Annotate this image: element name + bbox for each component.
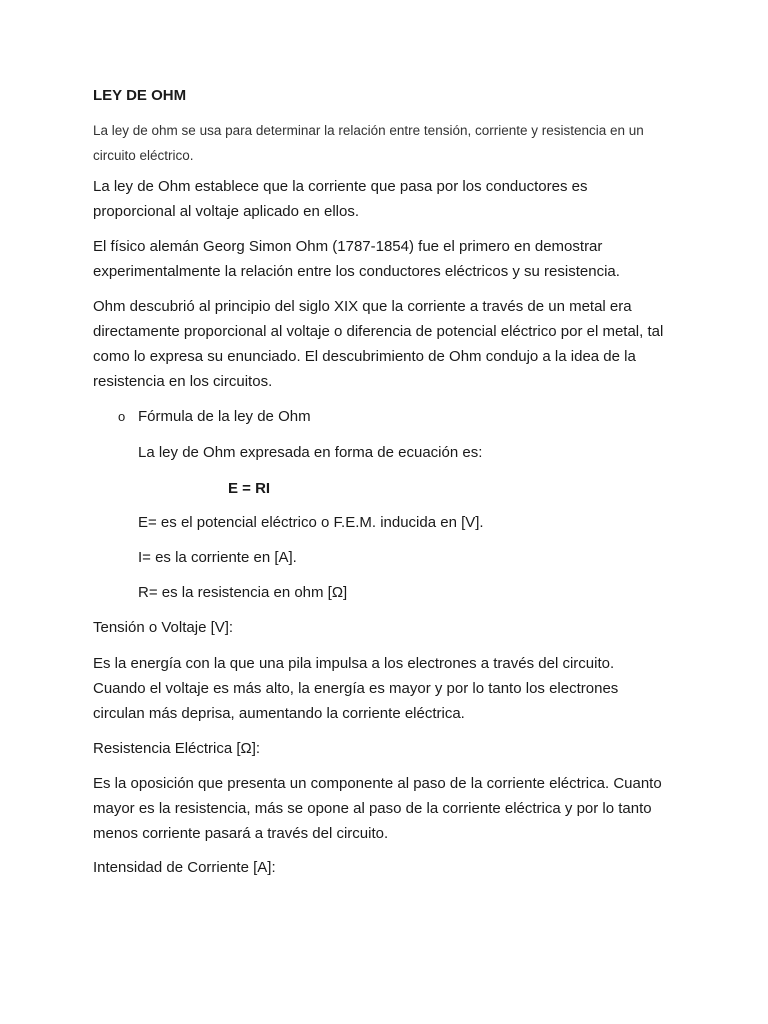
bullet-marker: o (118, 409, 126, 424)
definition-r: R= es la resistencia en ohm [Ω] (138, 584, 348, 601)
definition-e: E= es el potencial eléctrico o F.E.M. inducida en [V]. (138, 514, 484, 531)
formula: E = RI (228, 480, 271, 497)
intro-paragraph: La ley de ohm se usa para determinar la relación entre tensión, corriente y resistencia en un circuito eléctrico. (93, 123, 644, 163)
equation-intro: La ley de Ohm expresada en forma de ecuación es: (138, 444, 483, 461)
heading-resistance: Resistencia Eléctrica [Ω]: (93, 740, 261, 757)
paragraph-georg-ohm: El físico alemán Georg Simon Ohm (1787-1854) fue el primero en demostrar experimentalmente la relación entre los conductores eléctricos y su resistencia. (93, 238, 620, 280)
bullet-item-formula (118, 406, 311, 428)
definition-i: I= es la corriente en [A]. (138, 549, 297, 566)
bullet-label: Fórmula de la ley de Ohm (138, 408, 311, 425)
paragraph-ohm-discovery: Ohm descubrió al principio del siglo XIX que la corriente a través de un metal era directamente proporcional al voltaje o diferencia de potencial eléctrico por el metal, tal como lo expresa su enunciado. El descubrimiento de Ohm condujo a la idea de la resistencia en los circuitos. (93, 298, 664, 390)
paragraph-voltage: Es la energía con la que una pila impulsa a los electrones a través del circuito. Cuando el voltaje es más alto, la energía es mayor y por lo tanto los electrones circulan más deprisa, aumentando la corriente eléctrica. (93, 655, 619, 722)
paragraph-resistance: Es la oposición que presenta un componente al paso de la corriente eléctrica. Cuanto mayor es la resistencia, más se opone al paso de la corriente eléctrica y por lo tanto menos corriente pasará a través del circuito. (93, 775, 662, 842)
heading-current: Intensidad de Corriente [A]: (93, 859, 276, 876)
paragraph-law-statement: La ley de Ohm establece que la corriente que pasa por los conductores es proporcional al voltaje aplicado en ellos. (93, 178, 588, 220)
document-title: LEY DE OHM (93, 87, 187, 104)
heading-voltage: Tensión o Voltaje [V]: (93, 619, 234, 636)
